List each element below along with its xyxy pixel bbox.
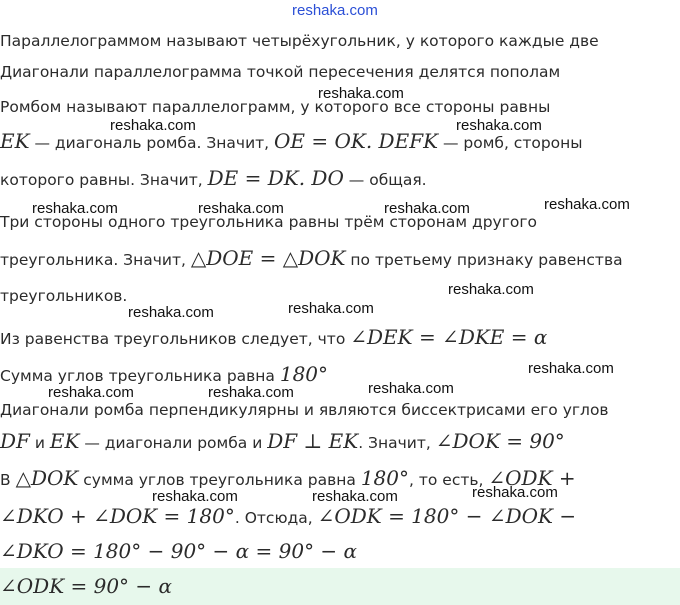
solution-line bbox=[0, 400, 609, 420]
line-text: которого равны. Значит, bbox=[0, 171, 208, 189]
watermark: reshaka.com bbox=[312, 488, 398, 505]
watermark: reshaka.com bbox=[128, 304, 214, 321]
line-text: Диагонали параллелограмма точкой пересечения делятся пополам bbox=[0, 63, 561, 81]
watermark: reshaka.com bbox=[292, 2, 378, 19]
watermark: reshaka.com bbox=[472, 484, 558, 501]
solution-line bbox=[0, 131, 583, 153]
solution-line bbox=[0, 431, 565, 453]
solution-line bbox=[0, 506, 576, 528]
line-text: треугольника. Значит, bbox=[0, 251, 191, 269]
line-text: Диагонали ромба перпендикулярны и являются биссектрисами его углов bbox=[0, 401, 609, 419]
watermark: reshaka.com bbox=[48, 384, 134, 401]
solution-line bbox=[0, 97, 550, 117]
math-expression: 180° bbox=[279, 362, 329, 386]
math-expression: OE = OK. DEFK bbox=[274, 129, 439, 153]
line-text: , то есть, bbox=[409, 471, 489, 489]
watermark: reshaka.com bbox=[208, 384, 294, 401]
watermark: reshaka.com bbox=[32, 200, 118, 217]
answer-line bbox=[0, 576, 172, 598]
answer-expression: ∠ODK = 90° − α bbox=[0, 574, 173, 598]
watermark: reshaka.com bbox=[152, 488, 238, 505]
line-text: . Значит, bbox=[358, 434, 436, 452]
math-expression: ∠DEK = ∠DKE = α bbox=[350, 325, 548, 349]
math-expression: DE = DK. DO bbox=[207, 166, 344, 190]
math-expression: ∠DOK = 90° bbox=[435, 429, 565, 453]
math-expression: △DOE = △DOK bbox=[190, 246, 346, 270]
watermark: reshaka.com bbox=[288, 300, 374, 317]
math-expression: ∠ODK + bbox=[488, 466, 576, 490]
math-expression: ∠DKO = 180° − 90° − α = 90° − α bbox=[0, 539, 358, 563]
answer-box bbox=[0, 568, 680, 605]
solution-line bbox=[0, 468, 576, 490]
watermark: reshaka.com bbox=[368, 380, 454, 397]
solution-line bbox=[0, 327, 547, 349]
watermark: reshaka.com bbox=[544, 196, 630, 213]
line-text: — ромб, стороны bbox=[438, 134, 583, 152]
line-text: Параллелограммом называют четырёхугольник, у которого каждые две bbox=[0, 32, 599, 50]
watermark: reshaka.com bbox=[528, 360, 614, 377]
math-expression: EK bbox=[0, 129, 30, 153]
math-expression: ∠DKO + ∠DOK = 180° bbox=[0, 504, 235, 528]
line-text: по третьему признаку равенства bbox=[345, 251, 623, 269]
math-expression: DF bbox=[0, 429, 30, 453]
solution-line bbox=[0, 248, 623, 270]
math-expression: ∠ODK = 180° − ∠DOK − bbox=[317, 504, 577, 528]
line-text: — общая. bbox=[343, 171, 427, 189]
line-text: Ромбом называют параллелограмм, у которого все стороны равны bbox=[0, 98, 551, 116]
line-text: В bbox=[0, 471, 16, 489]
watermark: reshaka.com bbox=[318, 85, 404, 102]
line-text: Сумма углов треугольника равна bbox=[0, 367, 280, 385]
math-expression: △DOK bbox=[15, 466, 79, 490]
line-text: . Отсюда, bbox=[234, 509, 318, 527]
line-text: — диагонали ромба и bbox=[79, 434, 268, 452]
solution-line bbox=[0, 364, 328, 386]
watermark: reshaka.com bbox=[384, 200, 470, 217]
line-text: сумма углов треугольника равна bbox=[78, 471, 361, 489]
line-text: Из равенства треугольников следует, что bbox=[0, 330, 351, 348]
solution-line bbox=[0, 168, 427, 190]
solution-line bbox=[0, 286, 127, 306]
watermark: reshaka.com bbox=[110, 117, 196, 134]
line-text: — диагональ ромба. Значит, bbox=[29, 134, 275, 152]
line-text: Три стороны одного треугольника равны трём сторонам другого bbox=[0, 213, 537, 231]
line-text: треугольников. bbox=[0, 287, 128, 305]
solution-line bbox=[0, 212, 537, 232]
watermark: reshaka.com bbox=[448, 281, 534, 298]
math-expression: EK bbox=[49, 429, 80, 453]
solution-line bbox=[0, 62, 560, 82]
watermark: reshaka.com bbox=[456, 117, 542, 134]
math-expression: DF ⊥ EK bbox=[267, 429, 359, 453]
line-text: и bbox=[29, 434, 50, 452]
solution-line bbox=[0, 31, 599, 51]
watermark: reshaka.com bbox=[198, 200, 284, 217]
math-expression: 180° bbox=[360, 466, 409, 490]
solution-line bbox=[0, 541, 357, 563]
